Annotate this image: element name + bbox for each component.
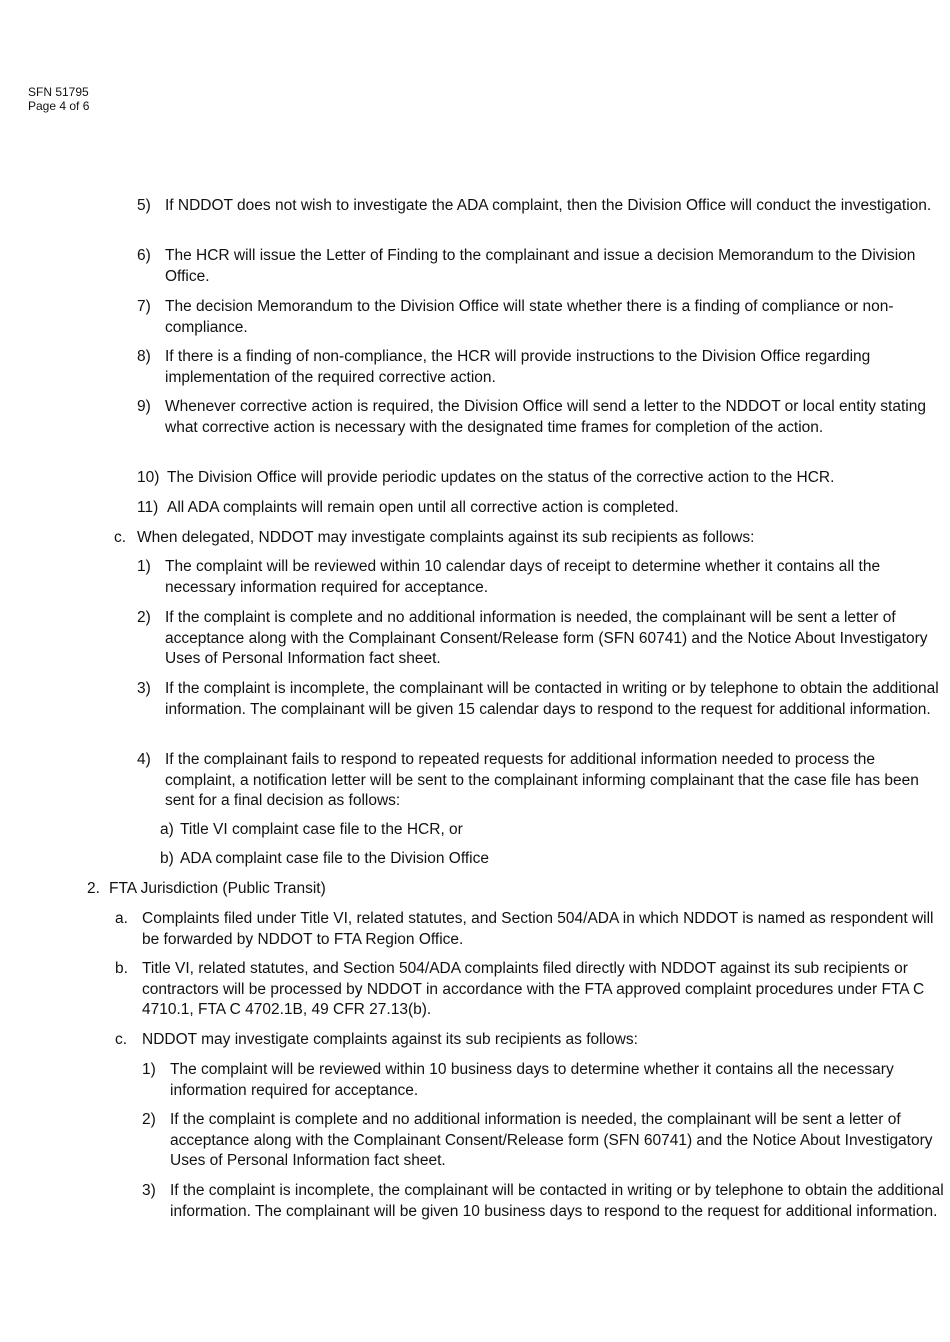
list-item-text: FTA Jurisdiction (Public Transit) bbox=[109, 880, 326, 897]
list-item-text: The Division Office will provide periodic updates on the status of the corrective action to the HCR. bbox=[167, 469, 835, 486]
list-marker: 2. bbox=[87, 880, 100, 897]
list-item-text: When delegated, NDDOT may investigate complaints against its sub recipients as follows: bbox=[137, 529, 755, 546]
list-marker: a) bbox=[160, 821, 174, 838]
list-item-text: The HCR will issue the Letter of Finding to the complainant and issue a decision Memorandum to the Division Office. bbox=[165, 247, 916, 285]
list-item-text: The decision Memorandum to the Division Office will state whether there is a finding of compliance or non-compliance. bbox=[165, 298, 894, 336]
list-item-text: ADA complaint case file to the Division Office bbox=[180, 850, 489, 867]
list-marker: 5) bbox=[137, 197, 151, 214]
list-marker: 11) bbox=[137, 499, 159, 516]
list-item-text: If the complaint is complete and no additional information is needed, the complainant will be sent a letter of acceptance along with the Complainant Consent/Release form (SFN 60741) and the Notice About Investigatory Uses of Personal Information fact sheet. bbox=[170, 1111, 933, 1169]
list-item bbox=[87, 879, 941, 900]
list-marker: 3) bbox=[137, 680, 151, 697]
list-marker: 9) bbox=[137, 398, 151, 415]
list-item bbox=[160, 820, 939, 841]
list-marker: 10) bbox=[137, 469, 160, 486]
list-item bbox=[137, 679, 947, 720]
list-item-text: If the complaint is incomplete, the complainant will be contacted in writing or by telephone to obtain the additional information. The complainant will be given 10 business days to respond to the request for additional information. bbox=[170, 1182, 944, 1220]
list-item-text: The complaint will be reviewed within 10 calendar days of receipt to determine whether it contains all the necessary information required for acceptance. bbox=[165, 558, 881, 596]
list-item-text: If there is a finding of non-compliance, the HCR will provide instructions to the Division Office regarding implementation of the required corrective action. bbox=[165, 348, 871, 386]
list-item bbox=[114, 528, 942, 549]
list-marker: c. bbox=[115, 1031, 128, 1048]
list-item-text: The complaint will be reviewed within 10 business days to determine whether it contains all the necessary information required for acceptance. bbox=[170, 1061, 894, 1099]
page-number: Page 4 of 6 bbox=[28, 99, 90, 113]
list-marker: c. bbox=[114, 529, 127, 546]
list-item bbox=[137, 498, 949, 519]
list-item bbox=[142, 1181, 947, 1222]
list-item-text: If the complaint is incomplete, the complainant will be contacted in writing or by telephone to obtain the additional information. The complainant will be given 15 calendar days to respond to the request for additional information. bbox=[165, 680, 939, 718]
list-item-text: Whenever corrective action is required, the Division Office will send a letter to the NDDOT or local entity stating what corrective action is necessary with the designated time frames for completion of the action. bbox=[165, 398, 926, 436]
list-item bbox=[137, 750, 947, 812]
list-item bbox=[137, 246, 947, 287]
list-item bbox=[137, 297, 947, 338]
list-marker: 4) bbox=[137, 751, 151, 768]
list-item-text: All ADA complaints will remain open until all corrective action is completed. bbox=[167, 499, 679, 516]
list-marker: 6) bbox=[137, 247, 151, 264]
list-item bbox=[115, 959, 946, 1021]
page-header bbox=[28, 85, 89, 113]
list-item bbox=[142, 1060, 947, 1101]
list-marker: 1) bbox=[137, 558, 151, 575]
list-item bbox=[137, 468, 949, 489]
list-item-text: If the complainant fails to respond to repeated requests for additional information needed to process the complaint, a notification letter will be sent to the complainant informing complainant that the case file has been sent for a final decision as follows: bbox=[165, 751, 919, 809]
list-marker: 3) bbox=[142, 1182, 156, 1199]
list-item-text: Title VI, related statutes, and Section 504/ADA complaints filed directly with NDDOT against its sub recipients or contractors will be processed by NDDOT in accordance with the FTA approved complaint procedures under FTA C 4710.1, FTA C 4702.1B, 49 CFR 27.13(b). bbox=[142, 960, 925, 1018]
list-marker: 8) bbox=[137, 348, 151, 365]
list-item-text: If the complaint is complete and no additional information is needed, the complainant will be sent a letter of acceptance along with the Complainant Consent/Release form (SFN 60741) and the Notice About Investigatory Uses of Personal Information fact sheet. bbox=[165, 609, 928, 667]
list-item bbox=[137, 196, 947, 217]
list-marker: b) bbox=[160, 850, 174, 867]
form-number: SFN 51795 bbox=[28, 85, 89, 99]
list-item bbox=[160, 849, 939, 870]
list-item bbox=[137, 347, 947, 388]
list-item bbox=[137, 397, 947, 438]
list-marker: b. bbox=[115, 960, 128, 977]
list-marker: 7) bbox=[137, 298, 151, 315]
list-item-text: Title VI complaint case file to the HCR, or bbox=[180, 821, 463, 838]
list-marker: 1) bbox=[142, 1061, 156, 1078]
list-item bbox=[137, 557, 947, 598]
list-marker: 2) bbox=[142, 1111, 156, 1128]
list-item-text: If NDDOT does not wish to investigate the ADA complaint, then the Division Office will conduct the investigation. bbox=[165, 197, 932, 214]
list-item bbox=[137, 608, 947, 670]
list-marker: a. bbox=[115, 910, 128, 927]
list-item-text: Complaints filed under Title VI, related statutes, and Section 504/ADA in which NDDOT is named as respondent will be forwarded by NDDOT to FTA Region Office. bbox=[142, 910, 934, 948]
list-item bbox=[115, 1030, 946, 1051]
list-marker: 2) bbox=[137, 609, 151, 626]
list-item bbox=[115, 909, 946, 950]
list-item-text: NDDOT may investigate complaints against its sub recipients as follows: bbox=[142, 1031, 638, 1048]
list-item bbox=[142, 1110, 947, 1172]
